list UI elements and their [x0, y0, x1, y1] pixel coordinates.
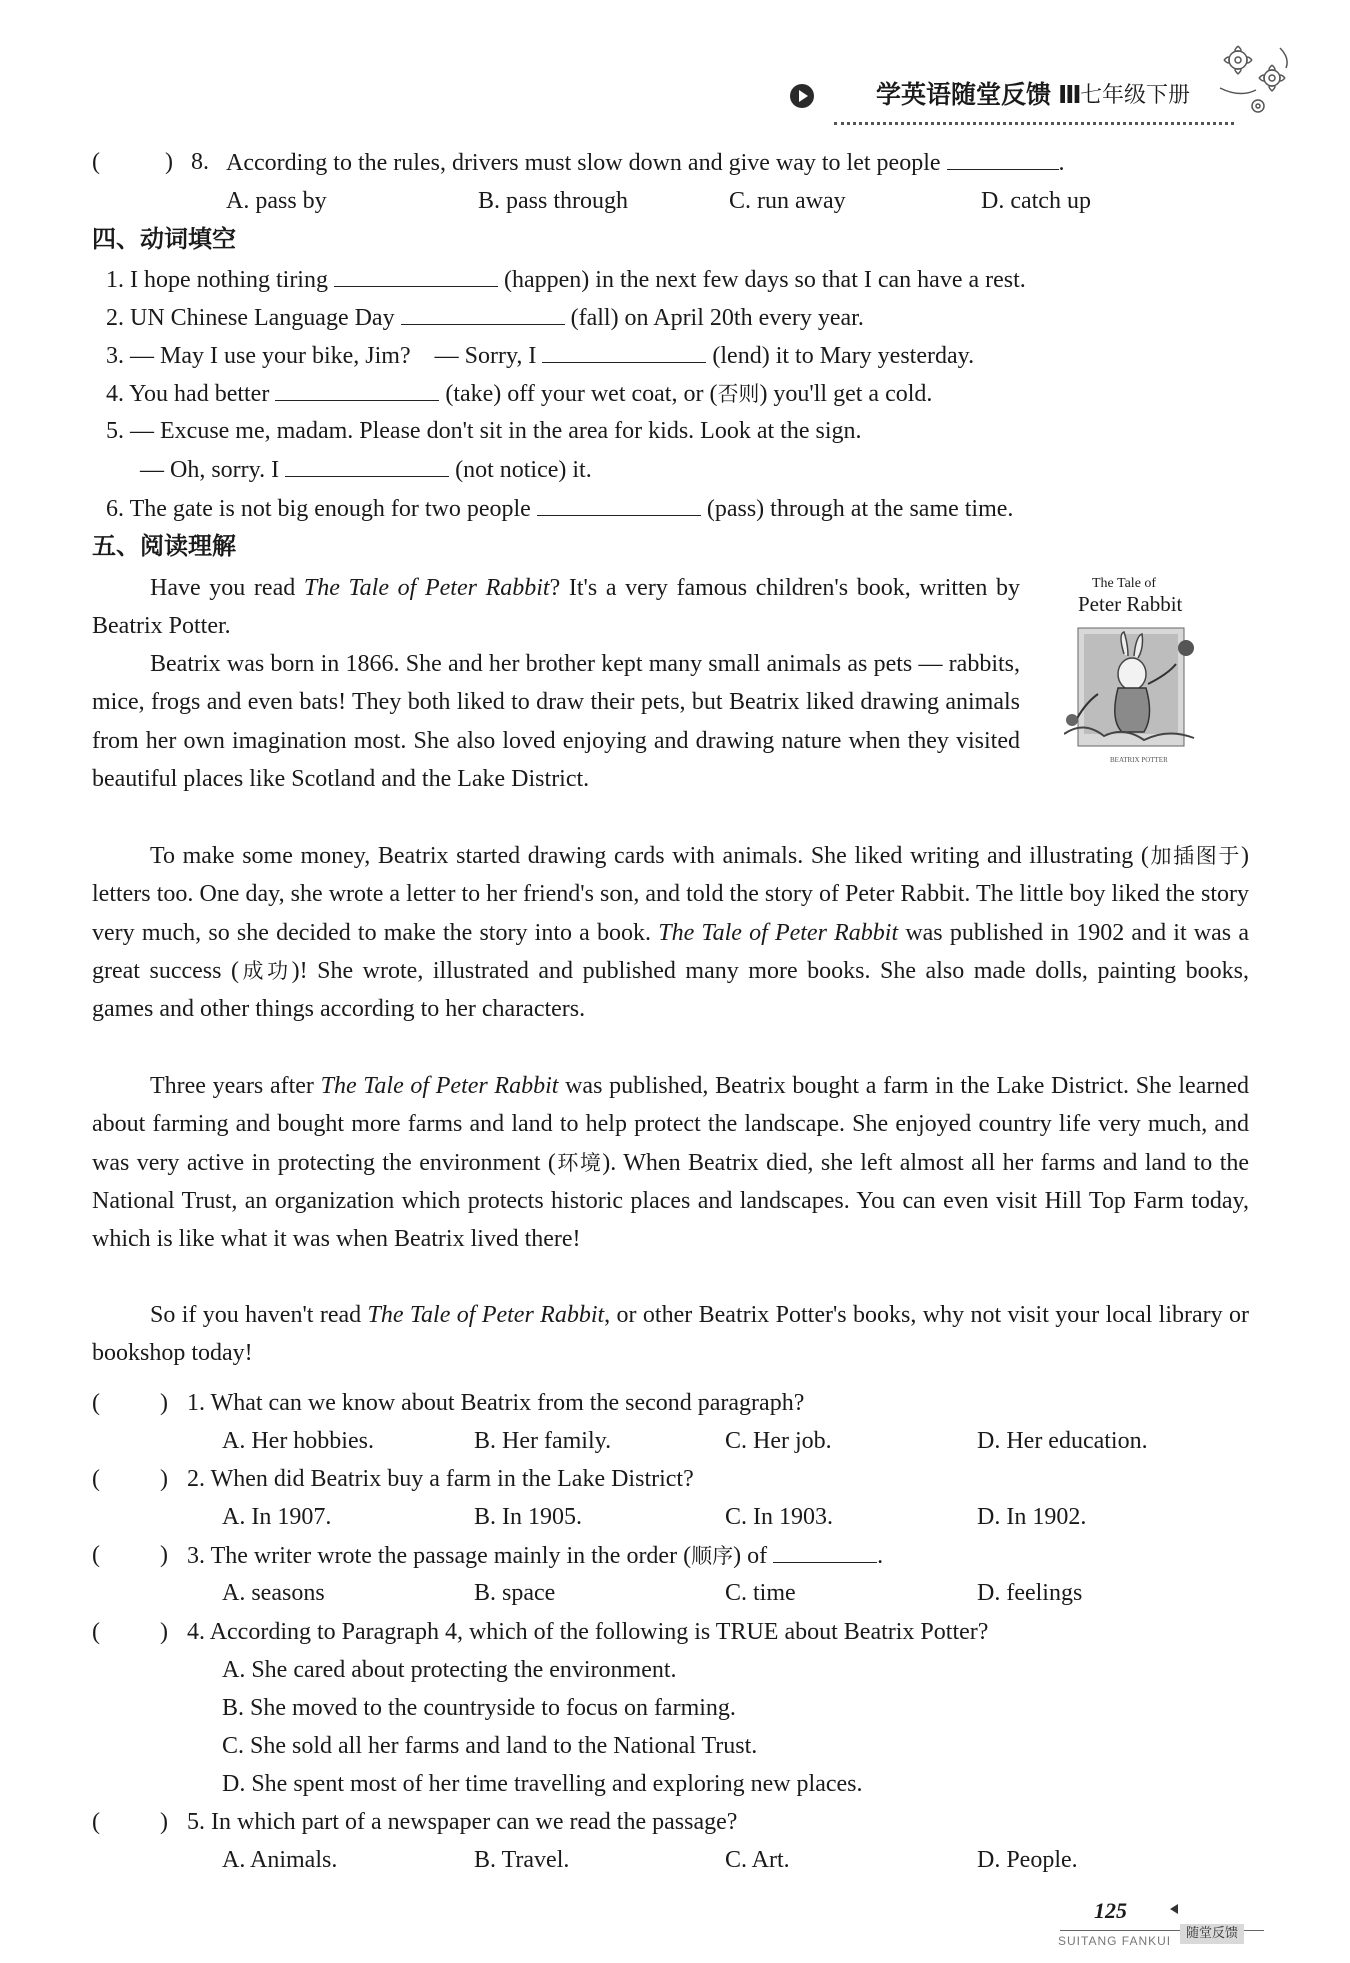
p4-text: Three years after	[150, 1073, 321, 1099]
passage-paragraph-4	[92, 1067, 1249, 1258]
question-stem	[226, 147, 1065, 178]
item-number: 6.	[106, 496, 124, 522]
p5-text: So if you haven't read	[150, 1302, 368, 1328]
flower-ornament-icon	[1200, 28, 1310, 138]
item-number: 4.	[106, 381, 124, 407]
question-number: 5.	[187, 1809, 205, 1835]
option-a[interactable]: A. pass by	[226, 188, 327, 214]
item-number: 5.	[106, 418, 124, 444]
item-after: (happen) in the next few days so that I can have a rest.	[503, 267, 1026, 293]
rabbit-illustration-icon	[1064, 624, 1200, 756]
answer-paren-open: (	[92, 1542, 100, 1568]
item-before: The gate is not big enough for two people	[129, 496, 531, 522]
p4-text-tail: ). When Beatrix died, she left almost all her farms and land to the National Trust, an organization which protects historic places and landscapes. You can even visit Hill Top Farm today, which is like what it was when Beatrix lived there!	[92, 1149, 1250, 1253]
p3-text: To make some money, Beatrix started drawing cards with animals. She liked writing and illustrating (	[150, 843, 1149, 869]
book-author: BEATRIX POTTER	[1110, 756, 1168, 764]
book-title-big: Peter Rabbit	[1078, 592, 1183, 616]
question-5-stem	[187, 1807, 737, 1837]
p3-gloss: 加插图于	[1148, 844, 1242, 868]
question-stem-text: The writer wrote the passage mainly in the order (	[210, 1543, 692, 1569]
option-c[interactable]: C. run away	[729, 188, 846, 214]
book-cover-illustration	[1042, 572, 1208, 768]
answer-blank[interactable]	[773, 1540, 877, 1563]
option-b[interactable]: B. space	[474, 1580, 556, 1606]
answer-paren-open: (	[92, 1619, 100, 1645]
question-stem-text: When did Beatrix buy a farm in the Lake District?	[210, 1466, 694, 1492]
answer-paren-open: (	[92, 1390, 100, 1416]
option-d[interactable]: D. feelings	[977, 1580, 1083, 1606]
header-title: 学英语随堂反馈	[876, 80, 1052, 109]
option-d[interactable]: D. Her education.	[977, 1428, 1148, 1454]
option-c[interactable]: C. Art.	[725, 1847, 790, 1873]
answer-paren-open: (	[92, 149, 100, 175]
item-after: (fall) on April 20th every year.	[570, 305, 864, 331]
answer-paren-open: (	[92, 1466, 100, 1492]
p5-book-title: The Tale of Peter Rabbit	[367, 1302, 605, 1328]
page-number: 125	[1094, 1898, 1127, 1923]
answer-paren-close: )	[160, 1809, 168, 1835]
question-stem-text: According to Paragraph 4, which of the following is TRUE about Beatrix Potter?	[209, 1619, 989, 1645]
passage-paragraph-5	[92, 1296, 1249, 1373]
header-dotted-rule	[834, 122, 1234, 125]
option-c[interactable]: C. time	[725, 1580, 796, 1606]
answer-blank[interactable]	[275, 378, 439, 401]
question-gloss: 顺序	[691, 1544, 734, 1568]
play-circle-icon	[790, 84, 814, 108]
option-a[interactable]: A. seasons	[222, 1580, 325, 1606]
p3-book-title: The Tale of Peter Rabbit	[658, 919, 899, 946]
answer-paren-close: )	[160, 1390, 168, 1416]
option-b[interactable]: B. In 1905.	[474, 1504, 582, 1530]
item-dialogue-line: — Excuse me, madam. Please don't sit in the area for kids. Look at the sign.	[130, 418, 862, 444]
question-1-stem	[187, 1388, 804, 1418]
item-before: I hope nothing tiring	[130, 267, 328, 293]
passage-paragraph-1	[92, 569, 1020, 646]
header-roman: Ⅲ	[1058, 80, 1082, 109]
answer-paren-close: )	[160, 1466, 168, 1492]
question-4-stem	[187, 1617, 988, 1647]
answer-blank[interactable]	[334, 264, 498, 287]
option-d[interactable]: D. People.	[977, 1847, 1078, 1873]
option-c[interactable]: C. In 1903.	[725, 1504, 833, 1530]
item-after: (take) off your wet coat, or (	[445, 381, 718, 407]
stem-end: .	[1058, 150, 1065, 176]
item-gloss: 否则	[717, 382, 760, 406]
option-a[interactable]: A. Her hobbies.	[222, 1428, 374, 1454]
item-after: (pass) through at the same time.	[706, 496, 1014, 522]
fill-item-4	[106, 378, 932, 409]
fill-item-3	[106, 340, 974, 371]
item-after-tail: ) you'll get a cold.	[759, 381, 933, 407]
item-number: 3.	[106, 343, 124, 369]
question-stem-tail: ) of	[733, 1543, 768, 1569]
question-number: 1.	[187, 1390, 205, 1416]
passage-paragraph-2: Beatrix was born in 1866. She and her brother kept many small animals as pets — rabbits, mice, frogs and even bats! They both liked to draw their pets, but Beatrix liked drawing animals from her own imagination most. She also loved enjoying and drawing nature when they visited beautiful places like Scotland and the Lake District.	[92, 651, 1020, 792]
question-stem-text: What can we know about Beatrix from the second paragraph?	[210, 1390, 805, 1416]
option-c[interactable]: C. Her job.	[725, 1428, 832, 1454]
answer-blank[interactable]	[542, 340, 706, 363]
question-3-stem	[187, 1540, 883, 1571]
footer-brand-badge: 随堂反馈	[1180, 1924, 1244, 1944]
option-a[interactable]: A. Animals.	[222, 1847, 338, 1873]
footer-brand-pinyin: SUITANG FANKUI	[1058, 1934, 1172, 1948]
option-c[interactable]: C. She sold all her farms and land to the National Trust.	[222, 1733, 758, 1759]
stem-end: .	[877, 1543, 884, 1569]
fill-item-6	[106, 493, 1013, 524]
option-b[interactable]: B. Travel.	[474, 1847, 570, 1873]
item-before: UN Chinese Language Day	[130, 305, 395, 331]
item-number: 1.	[106, 267, 124, 293]
question-number: 3.	[187, 1543, 205, 1569]
item-before: You had better	[129, 381, 270, 407]
answer-paren-close: )	[160, 1542, 168, 1568]
question-stem-text: In which part of a newspaper can we read the passage?	[211, 1809, 738, 1835]
triangle-left-icon	[1170, 1904, 1178, 1914]
fill-item-2	[106, 302, 864, 333]
p1-text: Have you read	[150, 575, 304, 601]
option-d[interactable]: D. catch up	[981, 188, 1091, 214]
item-after: (lend) it to Mary yesterday.	[712, 343, 975, 369]
answer-blank[interactable]	[285, 454, 449, 477]
question-stem-text: According to the rules, drivers must slow down and give way to let people	[226, 150, 941, 176]
p3-text-tail: )! She wrote, illustrated and published many more books. She also made dolls, painting books, games and other things according to her characters.	[92, 957, 1249, 1023]
p4-text-mid: was published, Beatrix bought a farm in the Lake District. She learned about farming and bought more farms and land to help protect the landscape. She enjoyed country life very much, and was very active in protecting the environment (	[92, 1073, 1249, 1176]
question-number: 8.	[191, 149, 209, 175]
book-title-small: The Tale of	[1092, 576, 1157, 591]
p3-gloss-2: 成功	[239, 958, 292, 983]
passage-paragraph-3	[92, 837, 1249, 1028]
item-before: — May I use your bike, Jim? — Sorry, I	[130, 343, 537, 369]
option-a[interactable]: A. She cared about protecting the environment.	[222, 1657, 677, 1683]
answer-paren-close: )	[160, 1619, 168, 1645]
fill-item-5-reply	[140, 454, 592, 485]
option-b[interactable]: B. pass through	[478, 188, 628, 214]
p4-book-title: The Tale of Peter Rabbit	[320, 1073, 559, 1099]
answer-blank[interactable]	[537, 493, 701, 516]
item-after: (not notice) it.	[455, 457, 592, 483]
header-grade: 七年级下册	[1080, 83, 1191, 108]
answer-blank[interactable]	[401, 302, 565, 325]
question-2-stem	[187, 1464, 694, 1494]
option-b[interactable]: B. She moved to the countryside to focus on farming.	[222, 1695, 736, 1721]
section-title-reading: 五、阅读理解	[92, 532, 236, 560]
option-b[interactable]: B. Her family.	[474, 1428, 612, 1454]
fill-item-5	[106, 416, 861, 446]
fill-item-1	[106, 264, 1026, 295]
option-d[interactable]: D. In 1902.	[977, 1504, 1087, 1530]
question-number: 2.	[187, 1466, 205, 1492]
option-a[interactable]: A. In 1907.	[222, 1504, 332, 1530]
item-number: 2.	[106, 305, 124, 331]
p1-book-title: The Tale of Peter Rabbit	[303, 575, 550, 601]
section-title-verb-fill: 四、动词填空	[92, 225, 236, 253]
question-number: 4.	[187, 1619, 205, 1645]
option-d[interactable]: D. She spent most of her time travelling and exploring new places.	[222, 1771, 863, 1797]
p5-text-tail: , or other Beatrix Potter's books, why not visit your local library or bookshop today!	[92, 1302, 1249, 1367]
p3-text-mid: ) letters too. One day, she wrote a letter to her friend's son, and told the story of Peter Rabbit. The little boy liked the story very much, so she decided to make the story into a book.	[92, 843, 1250, 946]
p4-gloss: 环境	[555, 1150, 603, 1175]
p3-text-mid2: was published in 1902 and it was a great success (	[92, 919, 1249, 984]
item-before: — Oh, sorry. I	[140, 457, 280, 483]
answer-paren-close: )	[165, 149, 173, 175]
p1-text-tail: ? It's a very famous children's book, written by Beatrix Potter.	[92, 575, 1020, 640]
answer-blank[interactable]	[947, 147, 1059, 170]
answer-paren-open: (	[92, 1809, 100, 1835]
